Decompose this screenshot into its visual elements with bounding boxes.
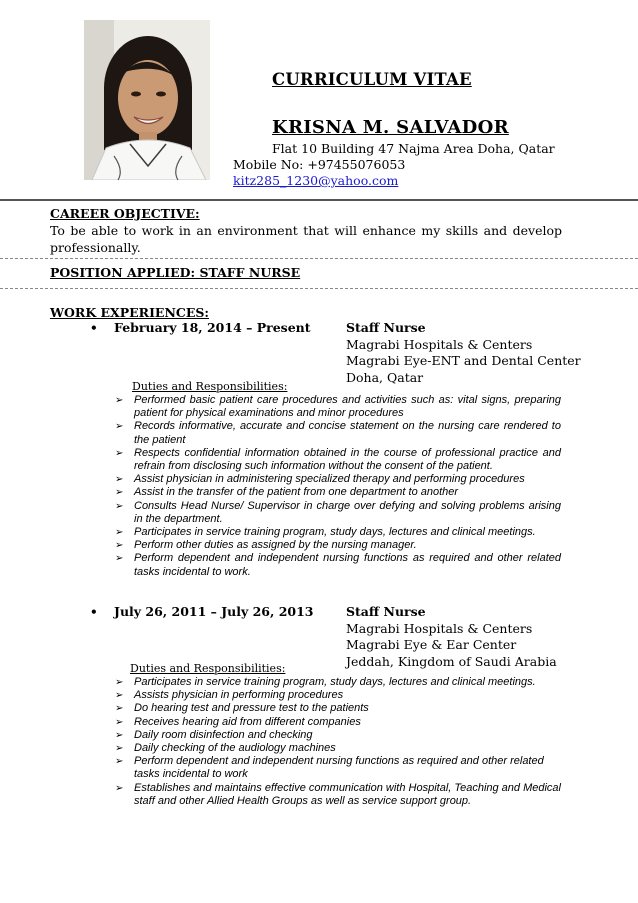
duty-item: ➢ Participates in service training program, study days, lectures and clinical meetings. — [115, 676, 536, 688]
duty-item: ➢ Perform dependent and independent nursing functions as required and other related tasks incidental to work — [115, 755, 544, 781]
arrow-bullet-icon: ➢ — [115, 447, 124, 459]
arrow-bullet-icon: ➢ — [115, 677, 124, 688]
career-objective-text: To be able to work in an environment that will enhance my skills and develop professionally. — [50, 223, 562, 255]
job-employer: Magrabi Hospitals & Centers — [346, 620, 533, 636]
duty-item: ➢ Receives hearing aid from different companies — [115, 715, 361, 728]
arrow-bullet-icon: ➢ — [115, 527, 124, 539]
duty-item: ➢ Performed basic patient care procedures and activities such as: vital signs, preparing patient for physical examinations and minor procedures — [115, 394, 561, 420]
section-divider — [0, 288, 638, 289]
duty-item: ➢ Establishes and maintains effective communication with Hospital, Teaching and Medical staff and other Allied Health Groups as well as service support group. — [115, 781, 561, 807]
portrait-image — [84, 20, 210, 180]
duty-item: ➢ Daily room disinfection and checking — [115, 728, 313, 741]
duty-item: ➢ Assist in the transfer of the patient from one department to another — [115, 486, 459, 499]
arrow-bullet-icon: ➢ — [115, 703, 124, 715]
job-title: Staff Nurse — [346, 604, 426, 619]
position-applied: POSITION APPLIED: STAFF NURSE — [50, 265, 301, 280]
duties-heading: Duties and Responsibilities: — [132, 380, 288, 393]
duties-list — [115, 676, 561, 808]
section-divider — [0, 199, 638, 201]
duty-item: ➢ Consults Head Nurse/ Supervisor in charge over defying and solving problems arising in the department. — [115, 499, 561, 525]
job-dates-text: July 26, 2011 – July 26, 2013 — [114, 604, 314, 619]
duty-item: ➢ Daily checking of the audiology machines — [115, 742, 336, 755]
career-objective-heading: CAREER OBJECTIVE: — [50, 206, 200, 221]
arrow-bullet-icon: ➢ — [115, 782, 124, 794]
arrow-bullet-icon: ➢ — [115, 487, 124, 499]
job-location: Jeddah, Kingdom of Saudi Arabia — [346, 653, 557, 669]
duty-item: ➢ Participates in service training program, study days, lectures and clinical meetings. — [115, 526, 536, 539]
email-link[interactable]: kitz285_1230@yahoo.com — [233, 173, 399, 188]
arrow-bullet-icon: ➢ — [115, 421, 124, 433]
job-details — [346, 604, 557, 670]
arrow-bullet-icon: ➢ — [115, 690, 124, 702]
job-unit: Magrabi Eye & Ear Center — [346, 637, 517, 652]
arrow-bullet-icon: ➢ — [115, 716, 124, 728]
bullet-dot: • — [90, 321, 98, 335]
duty-item: ➢ Assists physician in performing procedures — [115, 689, 344, 702]
bullet-dot: • — [90, 605, 98, 619]
duty-item: ➢ Perform other duties as assigned by the nursing manager. — [115, 539, 417, 552]
duty-item: ➢ Respects confidential information obtained in the course of professional practice and refrain from disclosing such information without the consent of the patient. — [115, 446, 561, 473]
duties-list — [115, 394, 561, 579]
duty-item: ➢ Do hearing test and pressure test to the patients — [115, 702, 369, 715]
duty-item: ➢ Records informative, accurate and concise statement on the nursing care rendered to the patient — [115, 420, 561, 446]
duties-heading: Duties and Responsibilities: — [130, 662, 286, 675]
job-dates-text: February 18, 2014 – Present — [114, 320, 311, 335]
cv-title: CURRICULUM VITAE — [272, 70, 472, 89]
arrow-bullet-icon: ➢ — [115, 553, 124, 565]
job-dates — [90, 604, 314, 619]
address: Flat 10 Building 47 Najma Area Doha, Qatar — [272, 141, 555, 156]
job-unit: Magrabi Eye-ENT and Dental Center — [346, 353, 581, 368]
candidate-name: KRISNA M. SALVADOR — [272, 117, 509, 138]
section-divider — [0, 258, 638, 259]
job-dates — [90, 320, 311, 335]
work-experiences-heading: WORK EXPERIENCES: — [50, 305, 209, 320]
arrow-bullet-icon: ➢ — [115, 743, 124, 755]
profile-photo — [84, 20, 210, 180]
job-title: Staff Nurse — [346, 320, 426, 335]
job-details — [346, 320, 581, 386]
arrow-bullet-icon: ➢ — [115, 756, 124, 768]
job-location: Doha, Qatar — [346, 369, 424, 385]
arrow-bullet-icon: ➢ — [115, 474, 124, 486]
mobile-number: Mobile No: +97455076053 — [233, 157, 406, 172]
arrow-bullet-icon: ➢ — [115, 540, 124, 552]
arrow-bullet-icon: ➢ — [115, 729, 124, 741]
arrow-bullet-icon: ➢ — [115, 500, 124, 512]
duty-item: ➢ Assist physician in administering specialized therapy and performing procedures — [115, 473, 525, 486]
arrow-bullet-icon: ➢ — [115, 395, 124, 406]
duty-item: ➢ Perform dependent and independent nursing functions as required and other related tasks incidental to work. — [115, 552, 561, 578]
job-employer: Magrabi Hospitals & Centers — [346, 336, 533, 352]
